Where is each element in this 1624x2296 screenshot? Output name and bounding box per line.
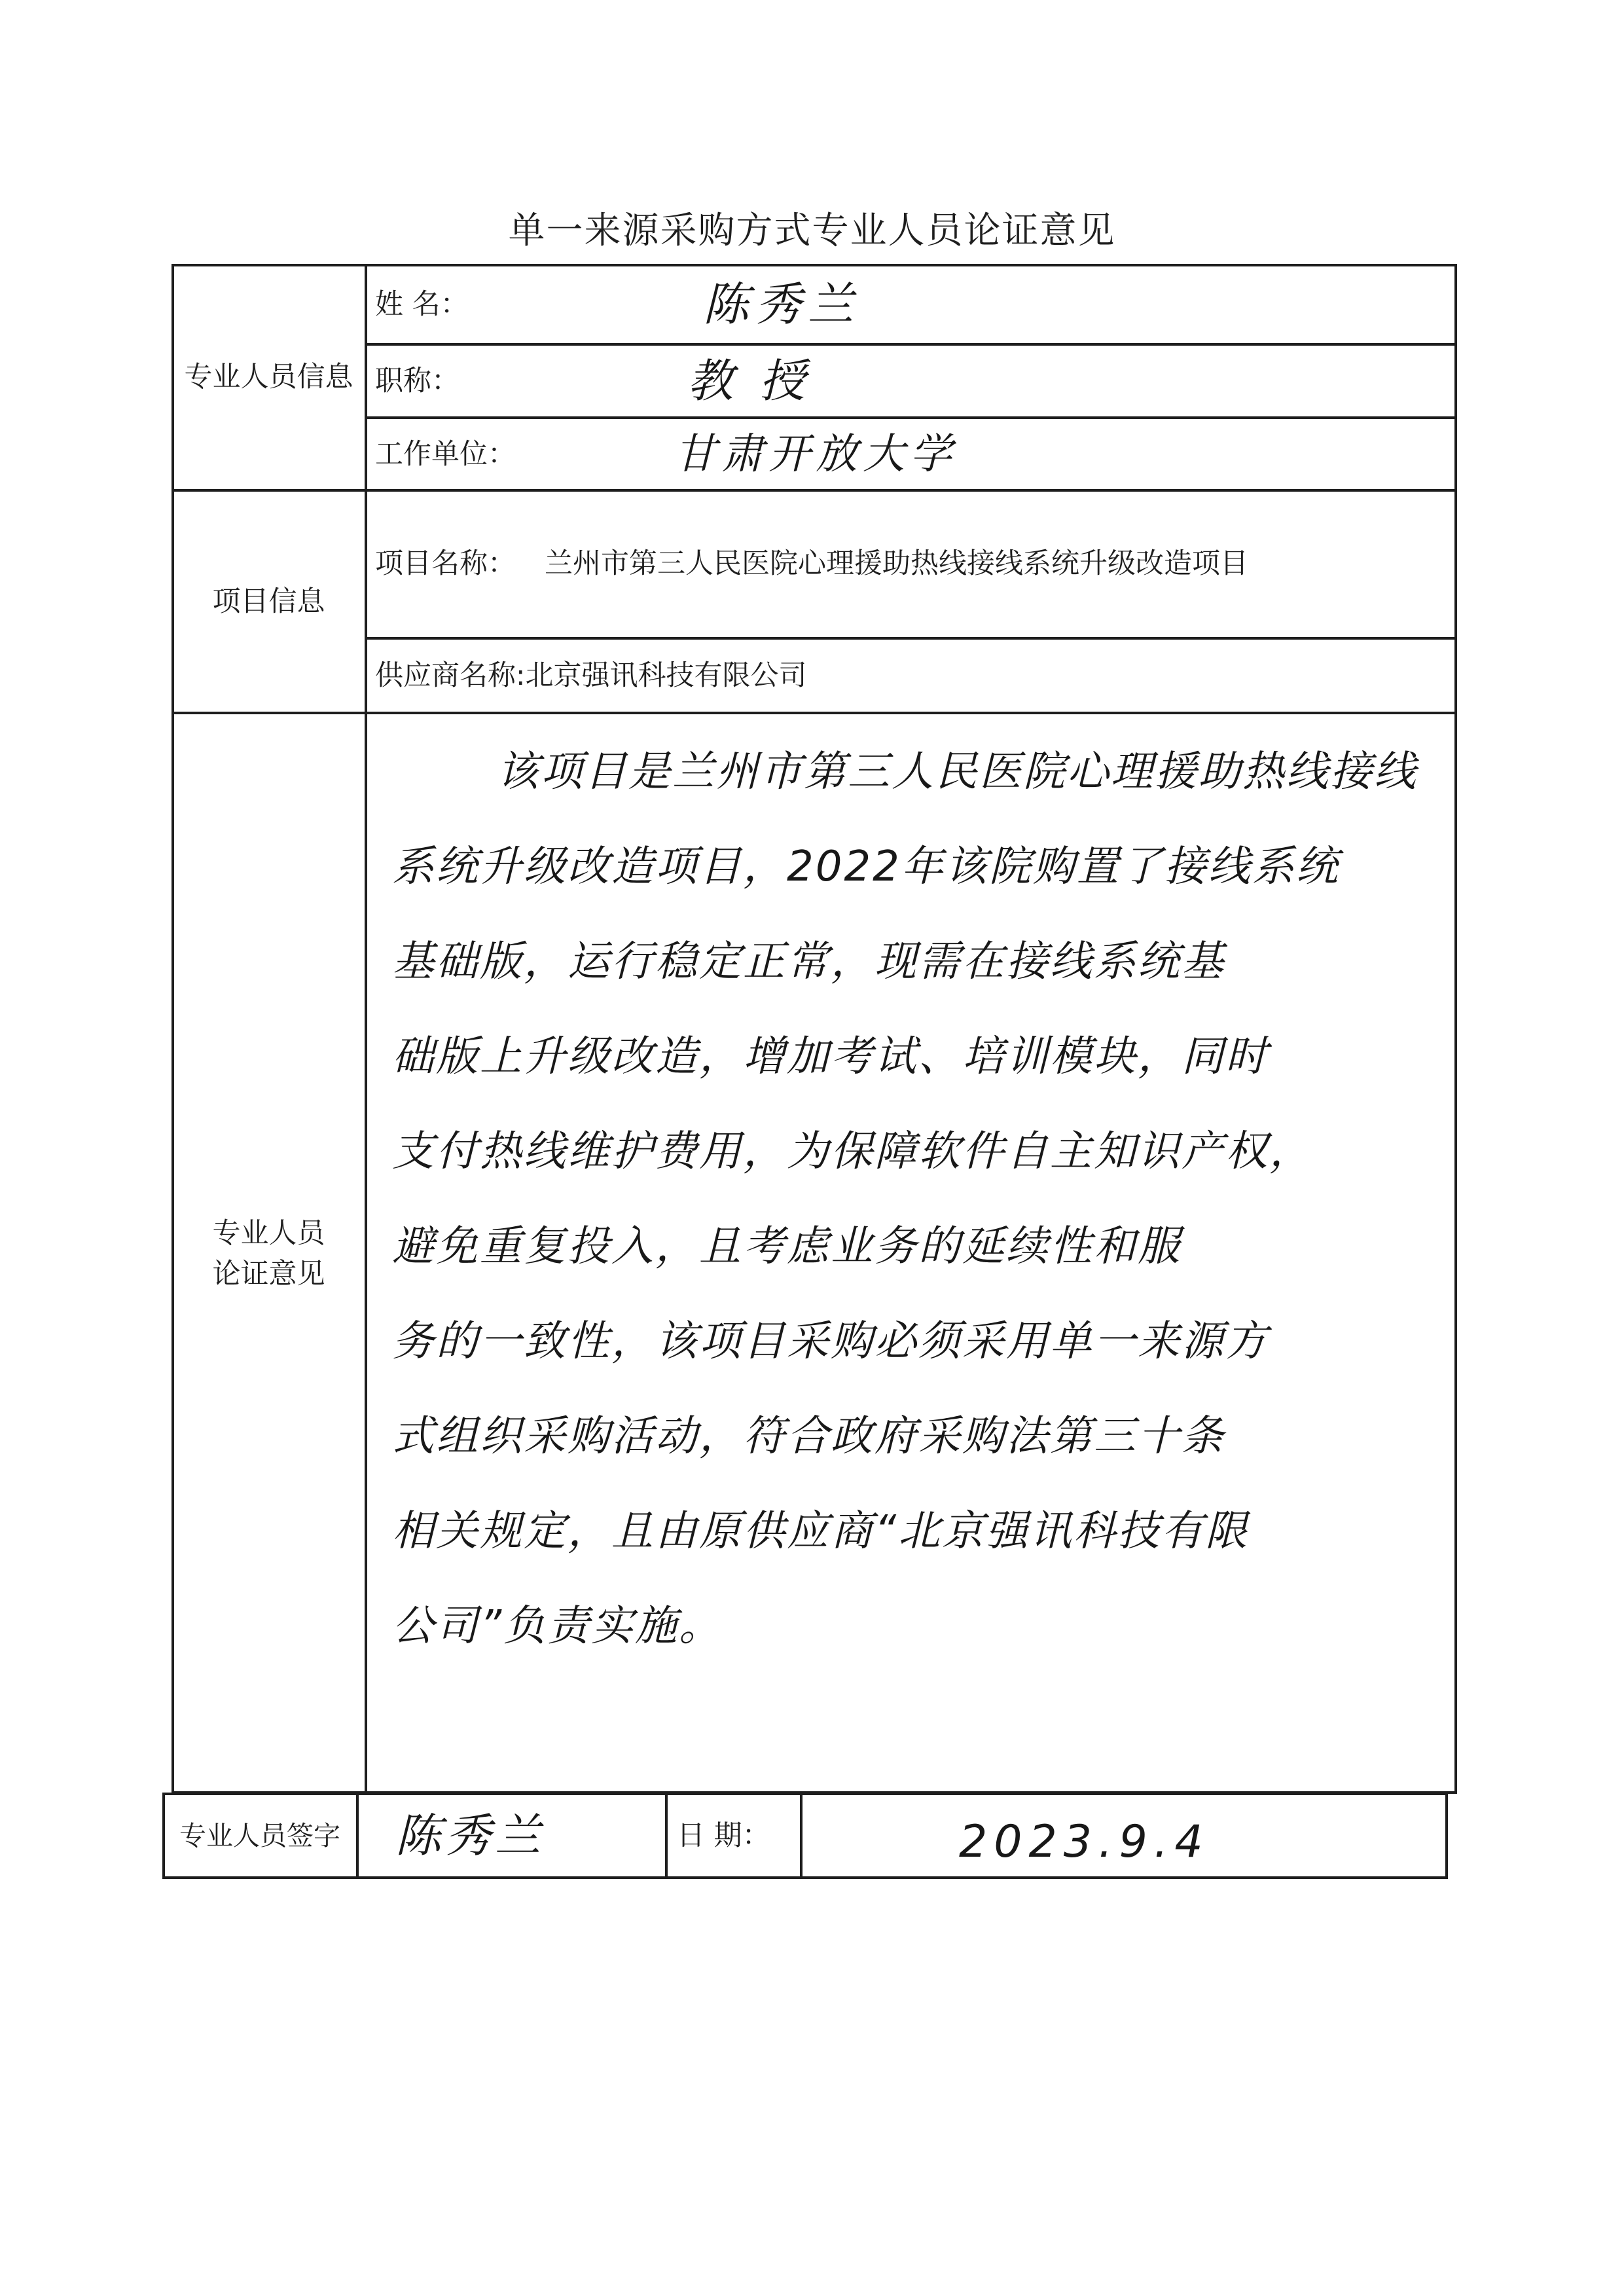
opinion-line: 支付热线维护费用，为保障软件自主知识产权， [392, 1127, 1313, 1176]
date-value: 2023.9.4 [959, 1816, 1210, 1868]
signature-divider-2 [665, 1793, 668, 1879]
opinion-line: 务的一致性，该项目采购必须采用单一来源方 [392, 1317, 1269, 1366]
supplier-label: 供应商名称: [375, 659, 526, 692]
signature-divider-3 [800, 1793, 803, 1879]
supplier-value: 北京强讯科技有限公司 [525, 659, 807, 692]
personnel-section-label: 专业人员信息 [184, 361, 353, 393]
opinion-line: 该项目是兰州市第三人民医院心理援助热线接线 [497, 748, 1418, 796]
employer-value: 甘肃开放大学 [674, 429, 957, 479]
table-divider-name-row [365, 343, 1457, 346]
signature-value: 陈秀兰 [395, 1809, 545, 1863]
document-title: 单一来源采购方式专业人员论证意见 [508, 210, 1116, 252]
opinion-text [366, 725, 1457, 1674]
date-label: 日 期： [677, 1819, 770, 1852]
supplier-row [375, 638, 807, 713]
title-label: 职称： [375, 365, 460, 397]
opinion-label-line-1: 专业人员 [212, 1216, 325, 1250]
opinion-line: 公司”负责实施。 [392, 1602, 723, 1650]
opinion-line: 基础版，运行稳定正常，现需在接线系统基 [392, 938, 1225, 986]
name-value: 陈秀兰 [703, 277, 860, 331]
opinion-line: 相关规定，且由原供应商“北京强讯科技有限 [392, 1507, 1250, 1556]
employer-label: 工作单位： [375, 437, 516, 471]
opinion-line: 避免重复投入，且考虑业务的延续性和服 [392, 1222, 1182, 1271]
signature-label: 专业人员签字 [179, 1820, 340, 1851]
project-name-value: 兰州市第三人民医院心理援助热线接线系统升级改造项目 [545, 547, 1248, 580]
opinion-line: 式组织采购活动，符合政府采购法第三十条 [392, 1412, 1225, 1461]
title-value: 教授 [687, 354, 831, 408]
opinion-section-label [171, 713, 366, 1794]
opinion-line: 础版上升级改造，增加考试、培训模块，同时 [392, 1032, 1269, 1081]
opinion-label-line-2: 论证意见 [212, 1257, 325, 1290]
opinion-line: 系统升级改造项目，2022年该院购置了接线系统 [392, 843, 1340, 891]
name-label: 姓 名： [375, 287, 469, 321]
project-name-label: 项目名称： [375, 547, 516, 580]
project-section-label: 项目信息 [212, 585, 325, 618]
